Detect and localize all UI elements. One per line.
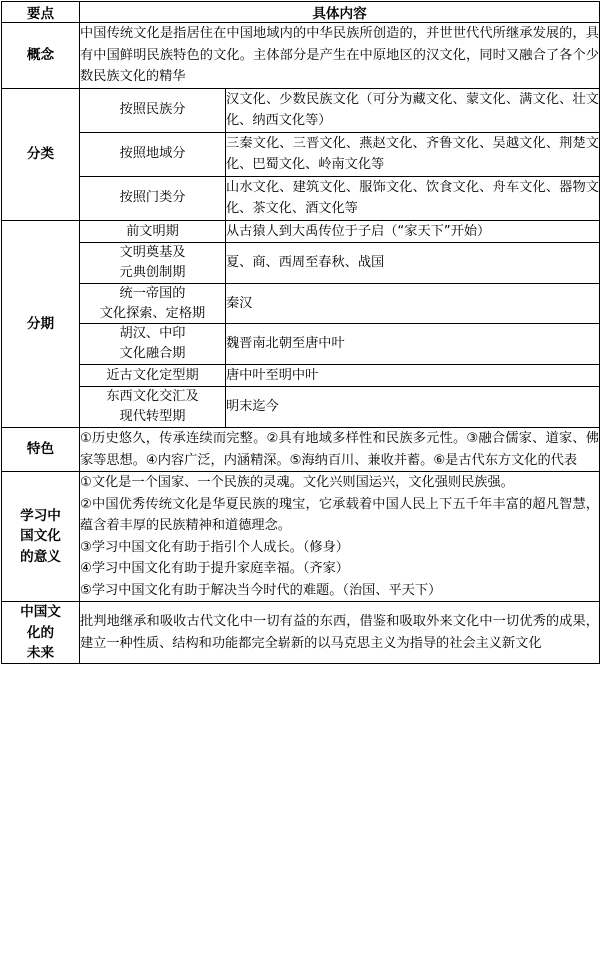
subrow-label-period-6: 东西文化交汇及 现代转型期	[80, 387, 226, 428]
header-cell-key: 要点	[2, 2, 80, 23]
subrow-content-period-4: 魏晋南北朝至唐中叶	[226, 324, 600, 365]
row-content-future: 批判地继承和吸收古代文化中一切有益的东西，借鉴和吸取外来文化中一切优秀的成果，建立一种性质、结构和功能都完全崭新的以马克思主义为指导的社会主义新文化	[80, 602, 600, 664]
subrow-label-by-region: 按照地域分	[80, 132, 226, 176]
subrow-content-period-1: 从古猿人到大禹传位于子启（“家天下”开始）	[226, 220, 600, 243]
row-key-classification: 分类	[2, 88, 80, 220]
subrow-label-period-2: 文明奠基及 元典创制期	[80, 243, 226, 284]
subrow-content-period-3: 秦汉	[226, 283, 600, 324]
row-key-features: 特色	[2, 428, 80, 472]
subrow-content-period-5: 唐中叶至明中叶	[226, 364, 600, 387]
table-row	[2, 23, 600, 89]
subrow-label-by-ethnicity: 按照民族分	[80, 88, 226, 132]
table-row	[2, 132, 600, 176]
table-row	[2, 472, 600, 602]
subrow-label-period-5: 近古文化定型期	[80, 364, 226, 387]
significance-line-2: ②中国优秀传统文化是华夏民族的瑰宝，它承载着中国人民上下五千年丰富的超凡智慧，蕴含着丰厚的民族精神和道德理念。	[80, 496, 599, 534]
row-content-significance	[80, 472, 600, 602]
header-cell-content: 具体内容	[80, 2, 600, 23]
subrow-content-period-6: 明末迄今	[226, 387, 600, 428]
table-row	[2, 220, 600, 243]
row-content-features: ①历史悠久，传承连续而完整。②具有地域多样性和民族多元性。③融合儒家、道家、佛家等思想。④内容广泛，内涵精深。⑤海纳百川、兼收并蓄。⑥是古代东方文化的代表	[80, 428, 600, 472]
table-row	[2, 602, 600, 664]
subrow-label-period-1: 前文明期	[80, 220, 226, 243]
row-key-concept: 概念	[2, 23, 80, 89]
table-row	[2, 243, 600, 284]
table-row	[2, 387, 600, 428]
table-row	[2, 324, 600, 365]
subrow-label-by-category: 按照门类分	[80, 176, 226, 220]
row-content-concept: 中国传统文化是指居住在中国地域内的中华民族所创造的，并世世代代所继承发展的，具有中国鲜明民族特色的文化。主体部分是产生在中原地区的汉文化，同时又融合了各个少数民族文化的精华	[80, 23, 600, 89]
table-header-row	[2, 2, 600, 23]
significance-line-5: ⑤学习中国文化有助于解决当今时代的难题。（治国、平天下）	[80, 582, 442, 598]
row-key-future: 中国文 化的 未来	[2, 602, 80, 664]
traditional-culture-table	[1, 1, 600, 664]
subrow-label-period-4: 胡汉、中印 文化融合期	[80, 324, 226, 365]
subrow-content-by-region: 三秦文化、三晋文化、燕赵文化、齐鲁文化、吴越文化、荆楚文化、巴蜀文化、岭南文化等	[226, 132, 600, 176]
row-key-periodization: 分期	[2, 220, 80, 427]
significance-line-1: ①文化是一个国家、一个民族的灵魂。文化兴则国运兴，文化强则民族强。	[80, 475, 514, 491]
subrow-content-by-ethnicity: 汉文化、少数民族文化（可分为藏文化、蒙文化、满文化、壮文化、纳西文化等）	[226, 88, 600, 132]
table-row	[2, 283, 600, 324]
table-row	[2, 428, 600, 472]
table-row	[2, 88, 600, 132]
table-row	[2, 176, 600, 220]
subrow-content-period-2: 夏、商、西周至春秋、战国	[226, 243, 600, 284]
row-key-significance: 学习中 国文化 的意义	[2, 472, 80, 602]
subrow-label-period-3: 统一帝国的 文化探索、定格期	[80, 283, 226, 324]
significance-line-4: ④学习中国文化有助于提升家庭幸福。（齐家）	[80, 561, 349, 577]
table-row	[2, 364, 600, 387]
significance-line-3: ③学习中国文化有助于指引个人成长。（修身）	[80, 539, 349, 555]
subrow-content-by-category: 山水文化、建筑文化、服饰文化、饮食文化、舟车文化、器物文化、茶文化、酒文化等	[226, 176, 600, 220]
